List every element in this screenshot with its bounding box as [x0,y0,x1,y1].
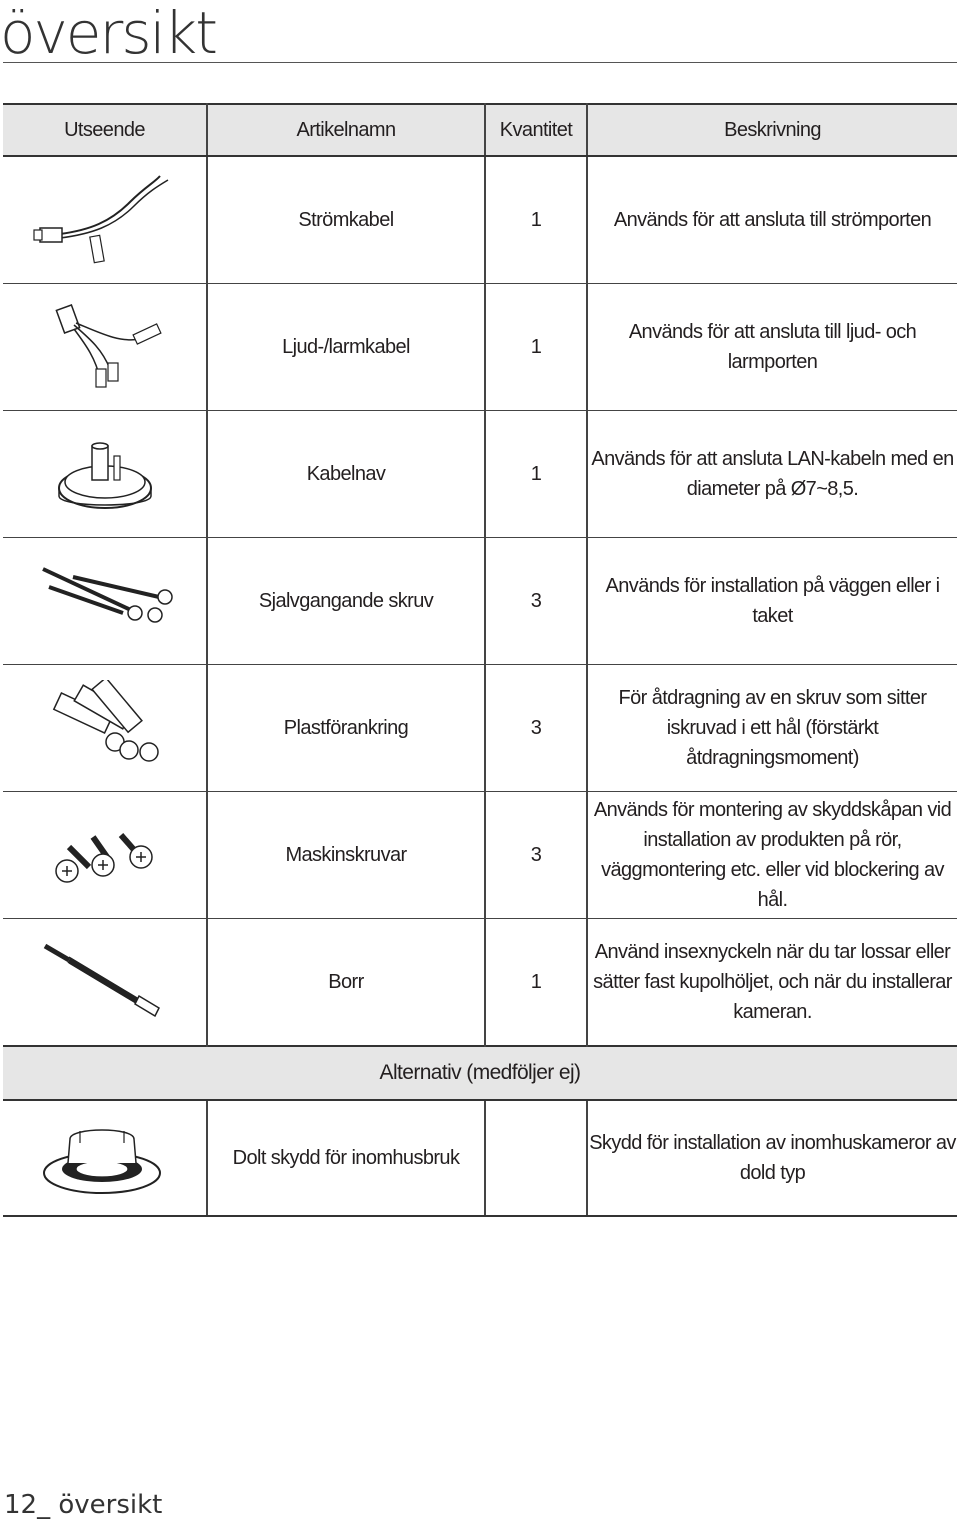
item-description: Används för montering av skyddskåpan vid installation av produkten på rör, väggmontering etc. eller vid blockering av hål. [587,792,957,919]
item-appearance [3,792,207,919]
item-quantity: 3 [485,665,587,792]
page-number: 12_ [4,1490,51,1520]
item-name: Strömkabel [207,156,485,284]
item-name: Plastförankring [207,665,485,792]
item-quantity: 1 [485,284,587,411]
item-quantity: 3 [485,792,587,919]
item-quantity: 1 [485,156,587,284]
item-appearance [3,1100,207,1216]
item-description: Används för installation på väggen eller i taket [587,538,957,665]
item-appearance [3,919,207,1047]
table-row [3,1100,957,1216]
header-name: Artikelnamn [207,104,485,156]
item-appearance [3,538,207,665]
item-quantity: 1 [485,919,587,1047]
item-description: Används för att ansluta till ljud- och larmporten [587,284,957,411]
self-tapping-screw-icon [35,553,175,649]
table-row [3,919,957,1047]
item-appearance [3,665,207,792]
item-name: Borr [207,919,485,1047]
table-row [3,411,957,538]
item-description: Används för att ansluta LAN-kabeln med en diameter på Ø7~8,5. [587,411,957,538]
item-quantity: 1 [485,411,587,538]
drill-bit-icon [35,934,175,1030]
audio-alarm-cable-icon [30,299,180,395]
footer-section-label: översikt [50,1490,163,1520]
item-name: Ljud-/larmkabel [207,284,485,411]
item-quantity: 3 [485,538,587,665]
plastic-anchor-icon [45,680,165,776]
flush-mount-housing-icon [40,1113,170,1203]
item-name: Kabelnav [207,411,485,538]
header-appearance: Utseende [3,104,207,156]
item-description: Använd insexnyckeln när du tar lossar eller sätter fast kupolhöljet, och när du installerar kameran. [587,919,957,1047]
cable-hub-icon [50,426,160,522]
table-row [3,538,957,665]
header-description: Beskrivning [587,104,957,156]
item-appearance [3,284,207,411]
title-divider [3,62,957,63]
item-appearance [3,411,207,538]
item-description: För åtdragning av en skruv som sitter iskruvad i ett hål (förstärkt åtdragningsmoment) [587,665,957,792]
page-footer [4,1490,162,1520]
machine-screw-icon [45,807,165,903]
optional-section-title: Alternativ (medföljer ej) [3,1046,957,1100]
optional-header-row [3,1046,957,1100]
item-description: Skydd för installation av inomhuskameror av dold typ [587,1100,957,1216]
item-quantity [485,1100,587,1216]
header-quantity: Kvantitet [485,104,587,156]
item-name: Maskinskruvar [207,792,485,919]
table-row [3,665,957,792]
item-name: Dolt skydd för inomhusbruk [207,1100,485,1216]
table-row [3,156,957,284]
item-description: Används för att ansluta till strömporten [587,156,957,284]
table-row [3,284,957,411]
item-name: Sjalvgangande skruv [207,538,485,665]
page-title: översikt [0,0,216,67]
table-row [3,792,957,919]
power-cable-icon [30,172,180,268]
table-header-row [3,104,957,156]
component-table [3,103,957,1217]
item-appearance [3,156,207,284]
